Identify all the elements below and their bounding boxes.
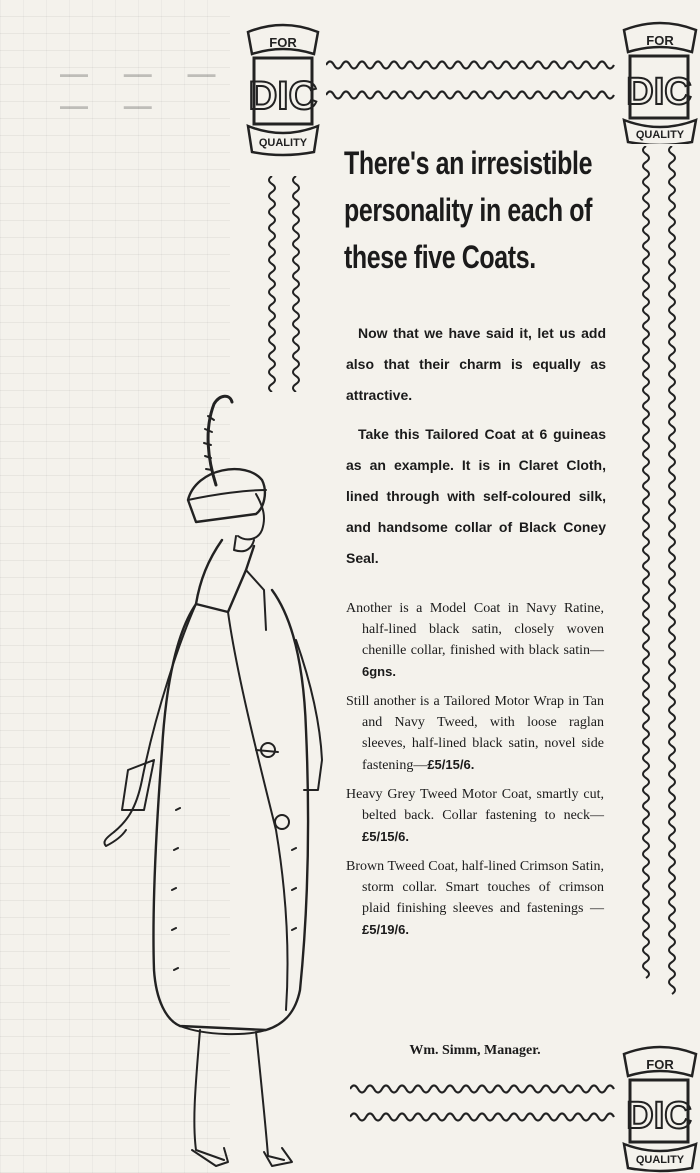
- intro-paragraph: Now that we have said it, let us add also that their charm is equally as attractive.: [346, 325, 606, 403]
- wavy-rule-vertical-left-2: [288, 176, 304, 392]
- coat-price: £5/19/6.: [362, 922, 409, 937]
- wavy-rule-vertical-right-2: [664, 146, 680, 1034]
- coat-item: [346, 691, 604, 776]
- headline-line-2: personality in each of: [344, 192, 593, 228]
- wavy-rule-top-1: [326, 56, 620, 74]
- coat-description: Still another is a Tailored Motor Wrap in Tan and Navy Tweed, with loose raglan sleeves, half-lined black satin, novel side fastening—: [346, 694, 604, 773]
- headline: [344, 140, 609, 281]
- wavy-rule-bottom-1: [350, 1080, 620, 1098]
- badge-quality-text: QUALITY: [258, 137, 308, 149]
- intro-paragraph: Take this Tailored Coat at 6 guineas as an example. It is in Claret Cloth, lined through with self-coloured silk, and handsome collar of Black Coney Seal.: [346, 426, 606, 566]
- badge-quality-text: QUALITY: [635, 1154, 685, 1166]
- quality-badge-top-right: [620, 14, 700, 144]
- intro-copy: [346, 318, 606, 582]
- wavy-rule-bottom-2: [350, 1108, 620, 1126]
- manager-signature: Wm. Simm, Manager.: [409, 1043, 541, 1058]
- wavy-rule-vertical-right-1: [638, 146, 654, 1034]
- coat-item: [346, 856, 604, 941]
- wavy-rule-top-2: [326, 86, 620, 104]
- quality-badge-top-left: [242, 14, 324, 160]
- coat-description: Another is a Model Coat in Navy Ratine, half-lined black satin, closely woven chenille collar, finished with black satin—: [346, 601, 604, 658]
- quality-badge-bottom-right: [620, 1036, 700, 1173]
- coat-price: £5/15/6.: [427, 757, 475, 772]
- badge-monogram: DIC: [626, 71, 692, 113]
- coat-description: Brown Tweed Coat, half-lined Crimson Satin, storm collar. Smart touches of crimson plaid finishing sleeves and fastenings —: [346, 859, 604, 916]
- coat-price: 6gns.: [362, 664, 396, 679]
- badge-for-text: FOR: [269, 35, 297, 50]
- badge-monogram: DIC: [248, 74, 318, 118]
- bleed-through-text: — — — — —: [60, 58, 230, 121]
- coat-item: [346, 784, 604, 848]
- badge-monogram: DIC: [626, 1095, 692, 1137]
- badge-for-text: FOR: [646, 33, 674, 48]
- coat-description: Heavy Grey Tweed Motor Coat, smartly cut, belted back. Collar fastening to neck—: [346, 787, 604, 823]
- coat-price: £5/15/6.: [362, 829, 409, 844]
- coat-list: [346, 598, 604, 949]
- headline-line-1: There's an irresistible: [344, 145, 593, 181]
- badge-quality-text: QUALITY: [635, 129, 685, 141]
- woman-in-coat-illustration: [96, 390, 336, 1170]
- badge-for-text: FOR: [646, 1057, 674, 1072]
- wavy-rule-vertical-left-1: [264, 176, 280, 392]
- headline-line-3: these five Coats.: [344, 239, 536, 275]
- coat-item: [346, 598, 604, 683]
